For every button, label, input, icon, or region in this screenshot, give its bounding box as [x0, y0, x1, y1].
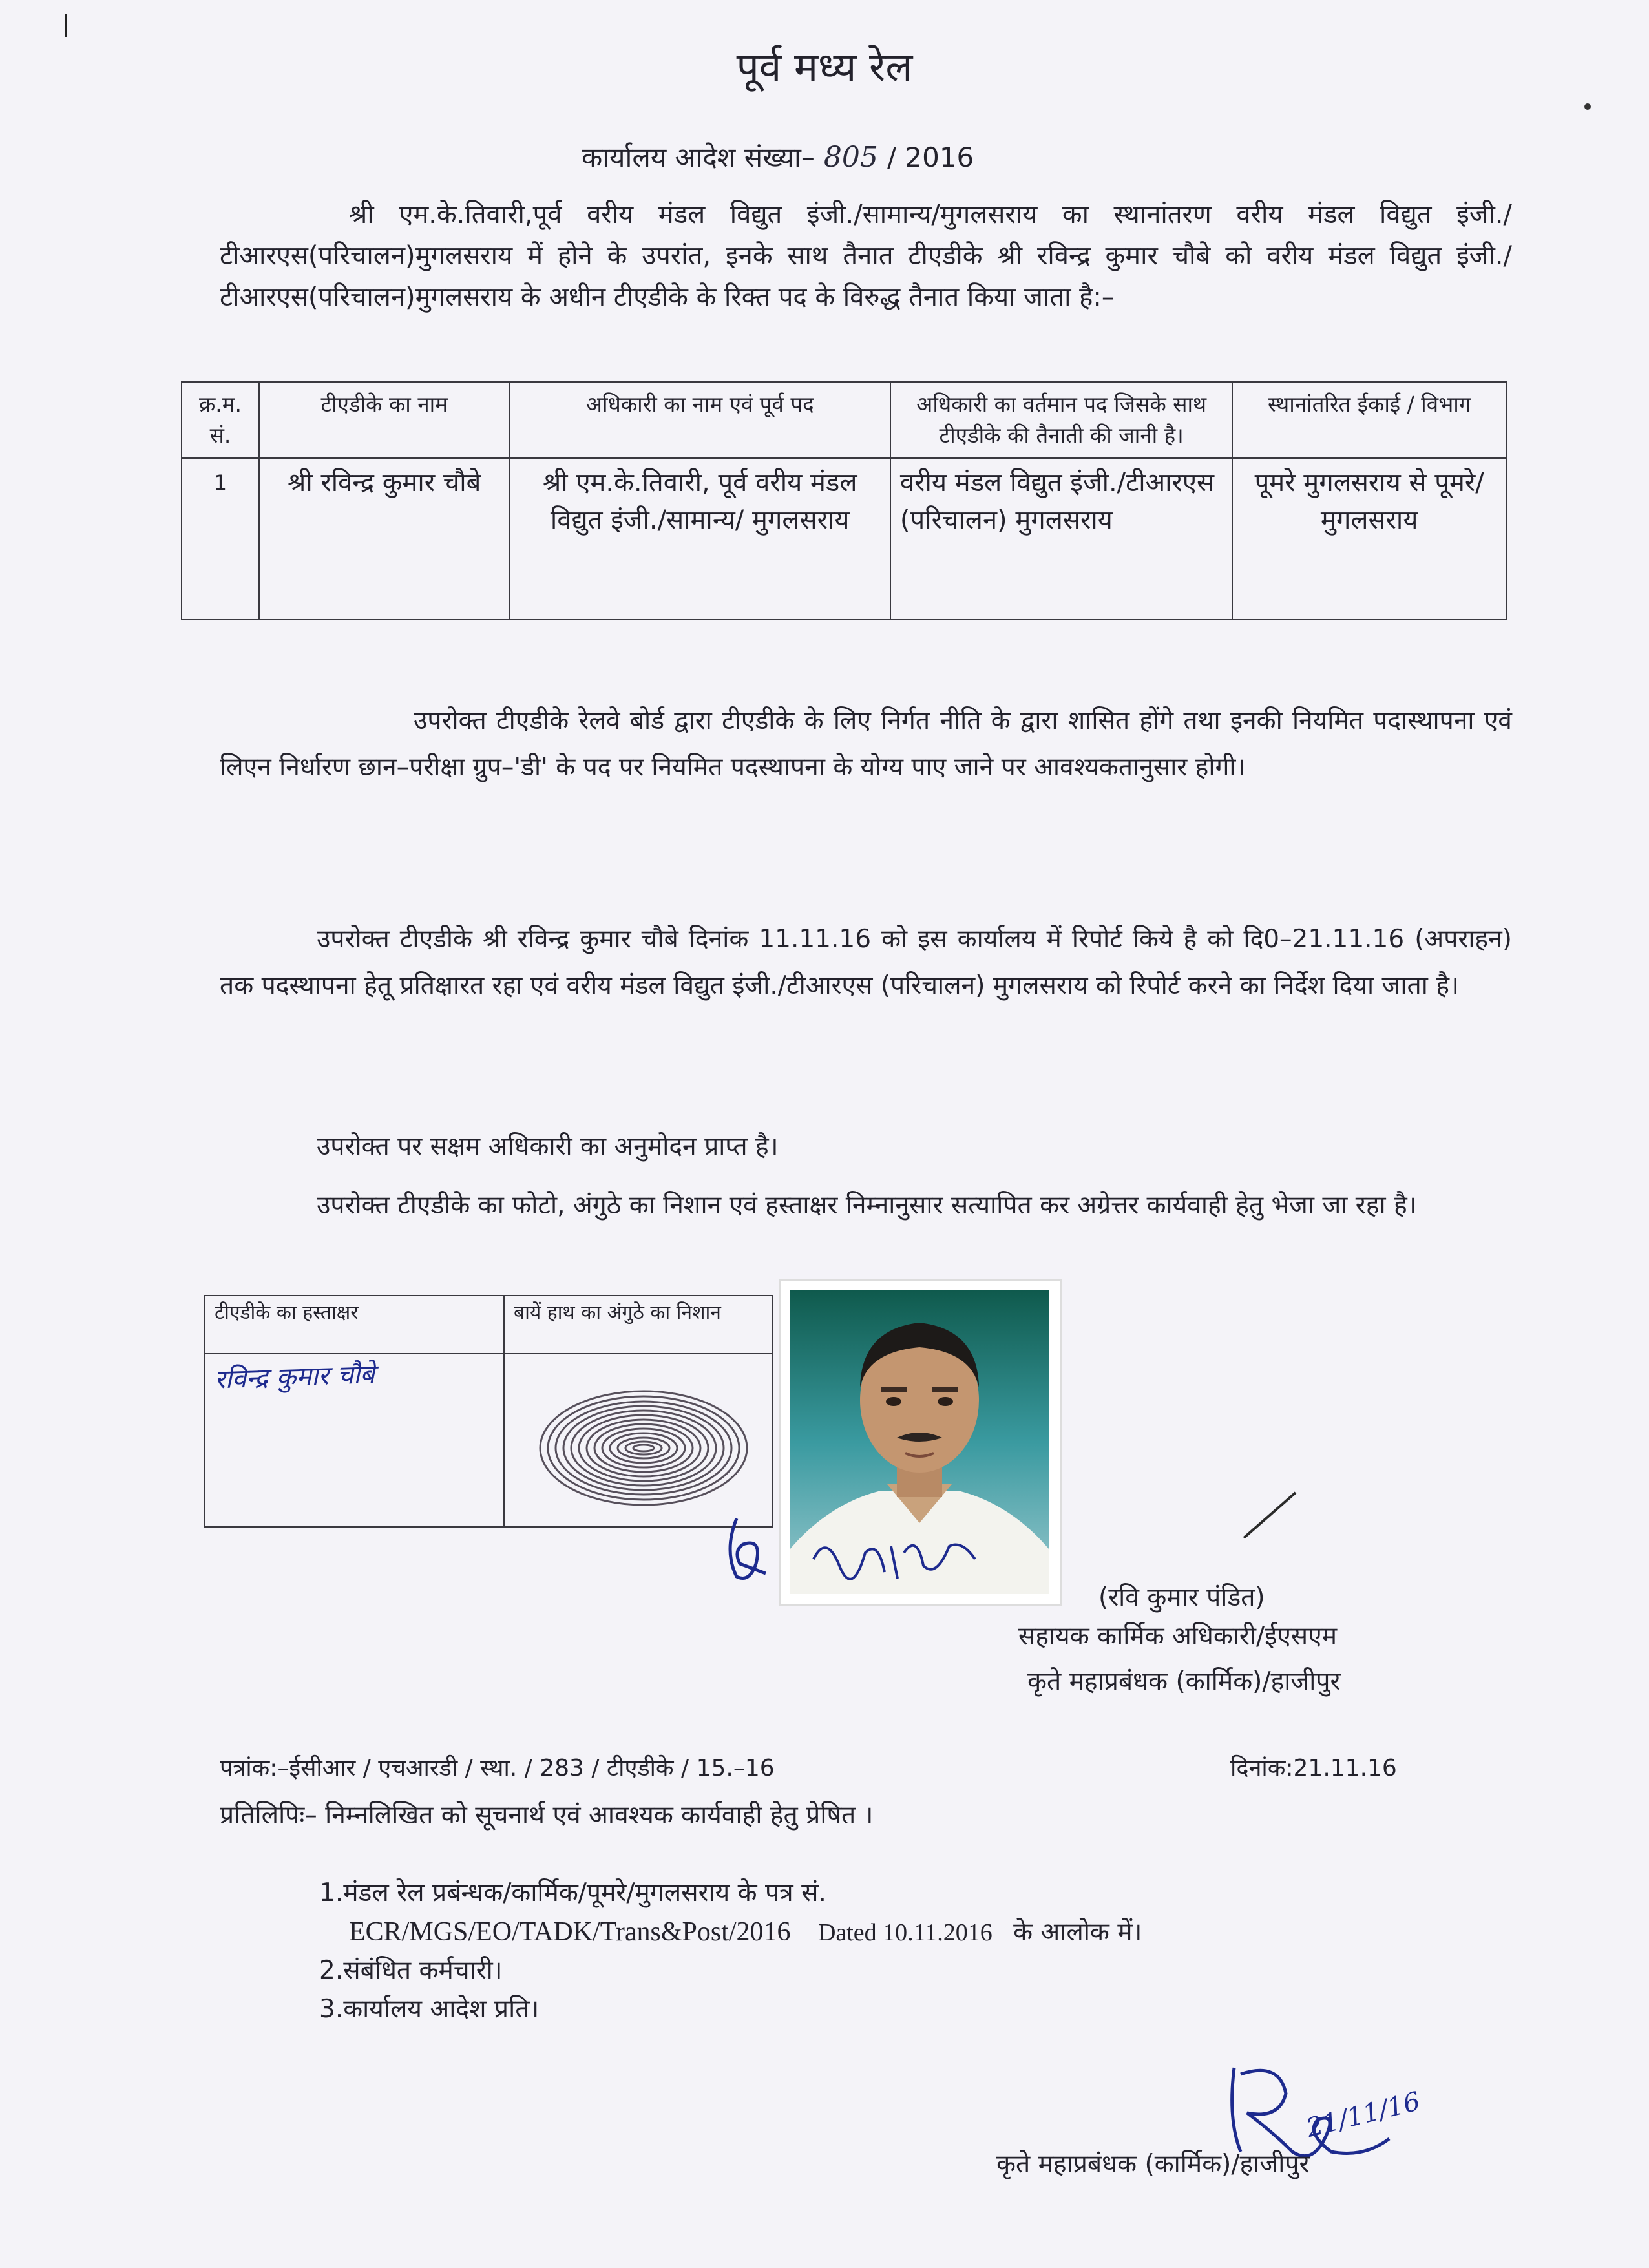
- policy-paragraph: [220, 698, 1512, 791]
- cell-unit: पूमरे मुगलसराय से पूमरे/मुगलसराय: [1232, 458, 1506, 620]
- copy-to-intro: प्रतिलिपिः– निम्नलिखित को सूचनार्थ एवं आवश्यक कार्यवाही हेतु प्रेषित ।: [220, 1801, 874, 1830]
- table-header-row: [182, 382, 1506, 458]
- cell-officer-current: वरीय मंडल विद्युत इंजी./टीआरएस (परिचालन) मुगलसराय: [890, 458, 1232, 620]
- ink-dot: [1584, 103, 1591, 110]
- intro-text: श्री एम.के.तिवारी,पूर्व वरीय मंडल विद्युत इंजी./सामान्य/मुगलसराय का स्थानांतरण वरीय मंडल विद्युत इंजी./टीआरएस(परिचालन)मुगलसराय में होने के उपरांत, इनके साथ तैनात टीएडीके श्री रविन्द्र कुमार चौबे को वरीय मंडल विद्युत इंजी./टीआरएस(परिचालन)मुगलसराय के अधीन टीएडीके के रिक्त पद के विरुद्ध तैनात किया जाता है:–: [220, 200, 1512, 312]
- office-order-number: [582, 138, 974, 175]
- approval-text: उपरोक्त पर सक्षम अधिकारी का अनुमोदन प्राप्त है।: [317, 1132, 779, 1161]
- col-header-sno: क्र.म. सं.: [182, 382, 259, 458]
- reporting-text: उपरोक्त टीएडीके श्री रविन्द्र कुमार चौबे दिनांक 11.11.16 को इस कार्यालय में रिपोर्ट किये है को दि0–21.11.16 (अपराहन) तक पदस्थापना हेतू प्रतिक्षारत रहा एवं वरीय मंडल विद्युत इंजी./टीआरएस (परिचालन) मुगलसराय को रिपोर्ट करने का निर्देश दिया जाता है।: [220, 925, 1512, 1000]
- order-label: कार्यालय आदेश संख्या–: [582, 142, 815, 173]
- reporting-paragraph: [220, 916, 1512, 1009]
- verification-table: [204, 1295, 773, 1528]
- approval-paragraph: [317, 1124, 1512, 1170]
- verification-text: उपरोक्त टीएडीके का फोटो, अंगुठे का निशान एवं हस्ताक्षर निम्नानुसार सत्यापित कर अग्रेत्तर कार्यवाही हेतु भेजा जा रहा है।: [317, 1191, 1417, 1220]
- verification-paragraph: [220, 1182, 1512, 1229]
- col-header-officer-prev: अधिकारी का नाम एवं पूर्व पद: [510, 382, 890, 458]
- attestation-scribble: [807, 1520, 1001, 1591]
- copy-item-1-ref: ECR/MGS/EO/TADK/Trans&Post/2016: [349, 1917, 791, 1947]
- copy-item-1-ref-line: [349, 1913, 1142, 1952]
- handwritten-signature: रविन्द्र कुमार चौबे: [214, 1359, 375, 1395]
- footer-for: कृते महाप्रबंधक (कार्मिक)/हाजीपुर: [996, 2150, 1310, 2179]
- posting-table: [181, 381, 1507, 620]
- policy-text: उपरोक्त टीएडीके रेलवे बोर्ड द्वारा टीएडीके के लिए निर्गत नीति के द्वारा शासित होंगे तथा इनकी नियमित पदास्थापना एवं लिएन निर्धारण छान–परीक्षा ग्रुप–'डी' के पद पर नियमित पदस्थापना के योग्य पाए जाने पर आवश्यकतानुसार होगी।: [220, 706, 1512, 782]
- copy-item-2: 2.संबंधित कर्मचारी।: [319, 1956, 503, 1985]
- tick-mark: [1241, 1486, 1299, 1544]
- intro-paragraph: [220, 194, 1512, 318]
- order-number-handwritten: 805: [823, 141, 878, 174]
- table-row: [182, 458, 1506, 620]
- officer-signature-date: 21/11/16: [1303, 2086, 1423, 2144]
- letter-reference: पत्रांक:–ईसीआर / एचआरडी / स्था. / 283 / टीएडीके / 15.–16: [220, 1755, 775, 1781]
- thumb-cell: [504, 1354, 772, 1527]
- thumb-column-header: बायें हाथ का अंगुठे का निशान: [504, 1296, 772, 1354]
- col-header-officer-current: अधिकारी का वर्तमान पद जिसके साथ टीएडीके की तैनाती की जानी है।: [890, 382, 1232, 458]
- thumbprint-icon: [537, 1387, 750, 1509]
- employee-photo: [779, 1279, 1062, 1606]
- signatory-designation: सहायक कार्मिक अधिकारी/ईएसएम: [1018, 1622, 1338, 1651]
- signatory-for: कृते महाप्रबंधक (कार्मिक)/हाजीपुर: [1027, 1667, 1341, 1696]
- copy-item-1-dated: Dated 10.11.2016: [817, 1919, 993, 1946]
- signatory-name: (रवि कुमार पंडित): [1098, 1583, 1265, 1612]
- organization-title: पूर्व मध्य रेल: [736, 43, 913, 90]
- col-header-unit: स्थानांतरित ईकाई / विभाग: [1232, 382, 1506, 458]
- copy-item-1-suffix: के आलोक में।: [1013, 1918, 1142, 1947]
- signature-column-header: टीएडीके का हस्ताक्षर: [205, 1296, 504, 1354]
- col-header-tadk-name: टीएडीके का नाम: [259, 382, 510, 458]
- margin-mark: [65, 14, 67, 37]
- signature-cell: [205, 1354, 504, 1527]
- copy-item-3: 3.कार्यालय आदेश प्रति।: [319, 1995, 540, 2024]
- cell-tadk-name: श्री रविन्द्र कुमार चौबे: [259, 458, 510, 620]
- cell-sno: 1: [182, 458, 259, 620]
- officer-initial-mark: [717, 1512, 775, 1590]
- cell-officer-prev: श्री एम.के.तिवारी, पूर्व वरीय मंडल विद्युत इंजी./सामान्य/ मुगलसराय: [510, 458, 890, 620]
- copy-item-1: 1.मंडल रेल प्रबंन्धक/कार्मिक/पूमरे/मुगलसराय के पत्र सं.: [319, 1878, 826, 1907]
- letter-date: दिनांक:21.11.16: [1230, 1755, 1397, 1781]
- order-year: / 2016: [887, 142, 974, 173]
